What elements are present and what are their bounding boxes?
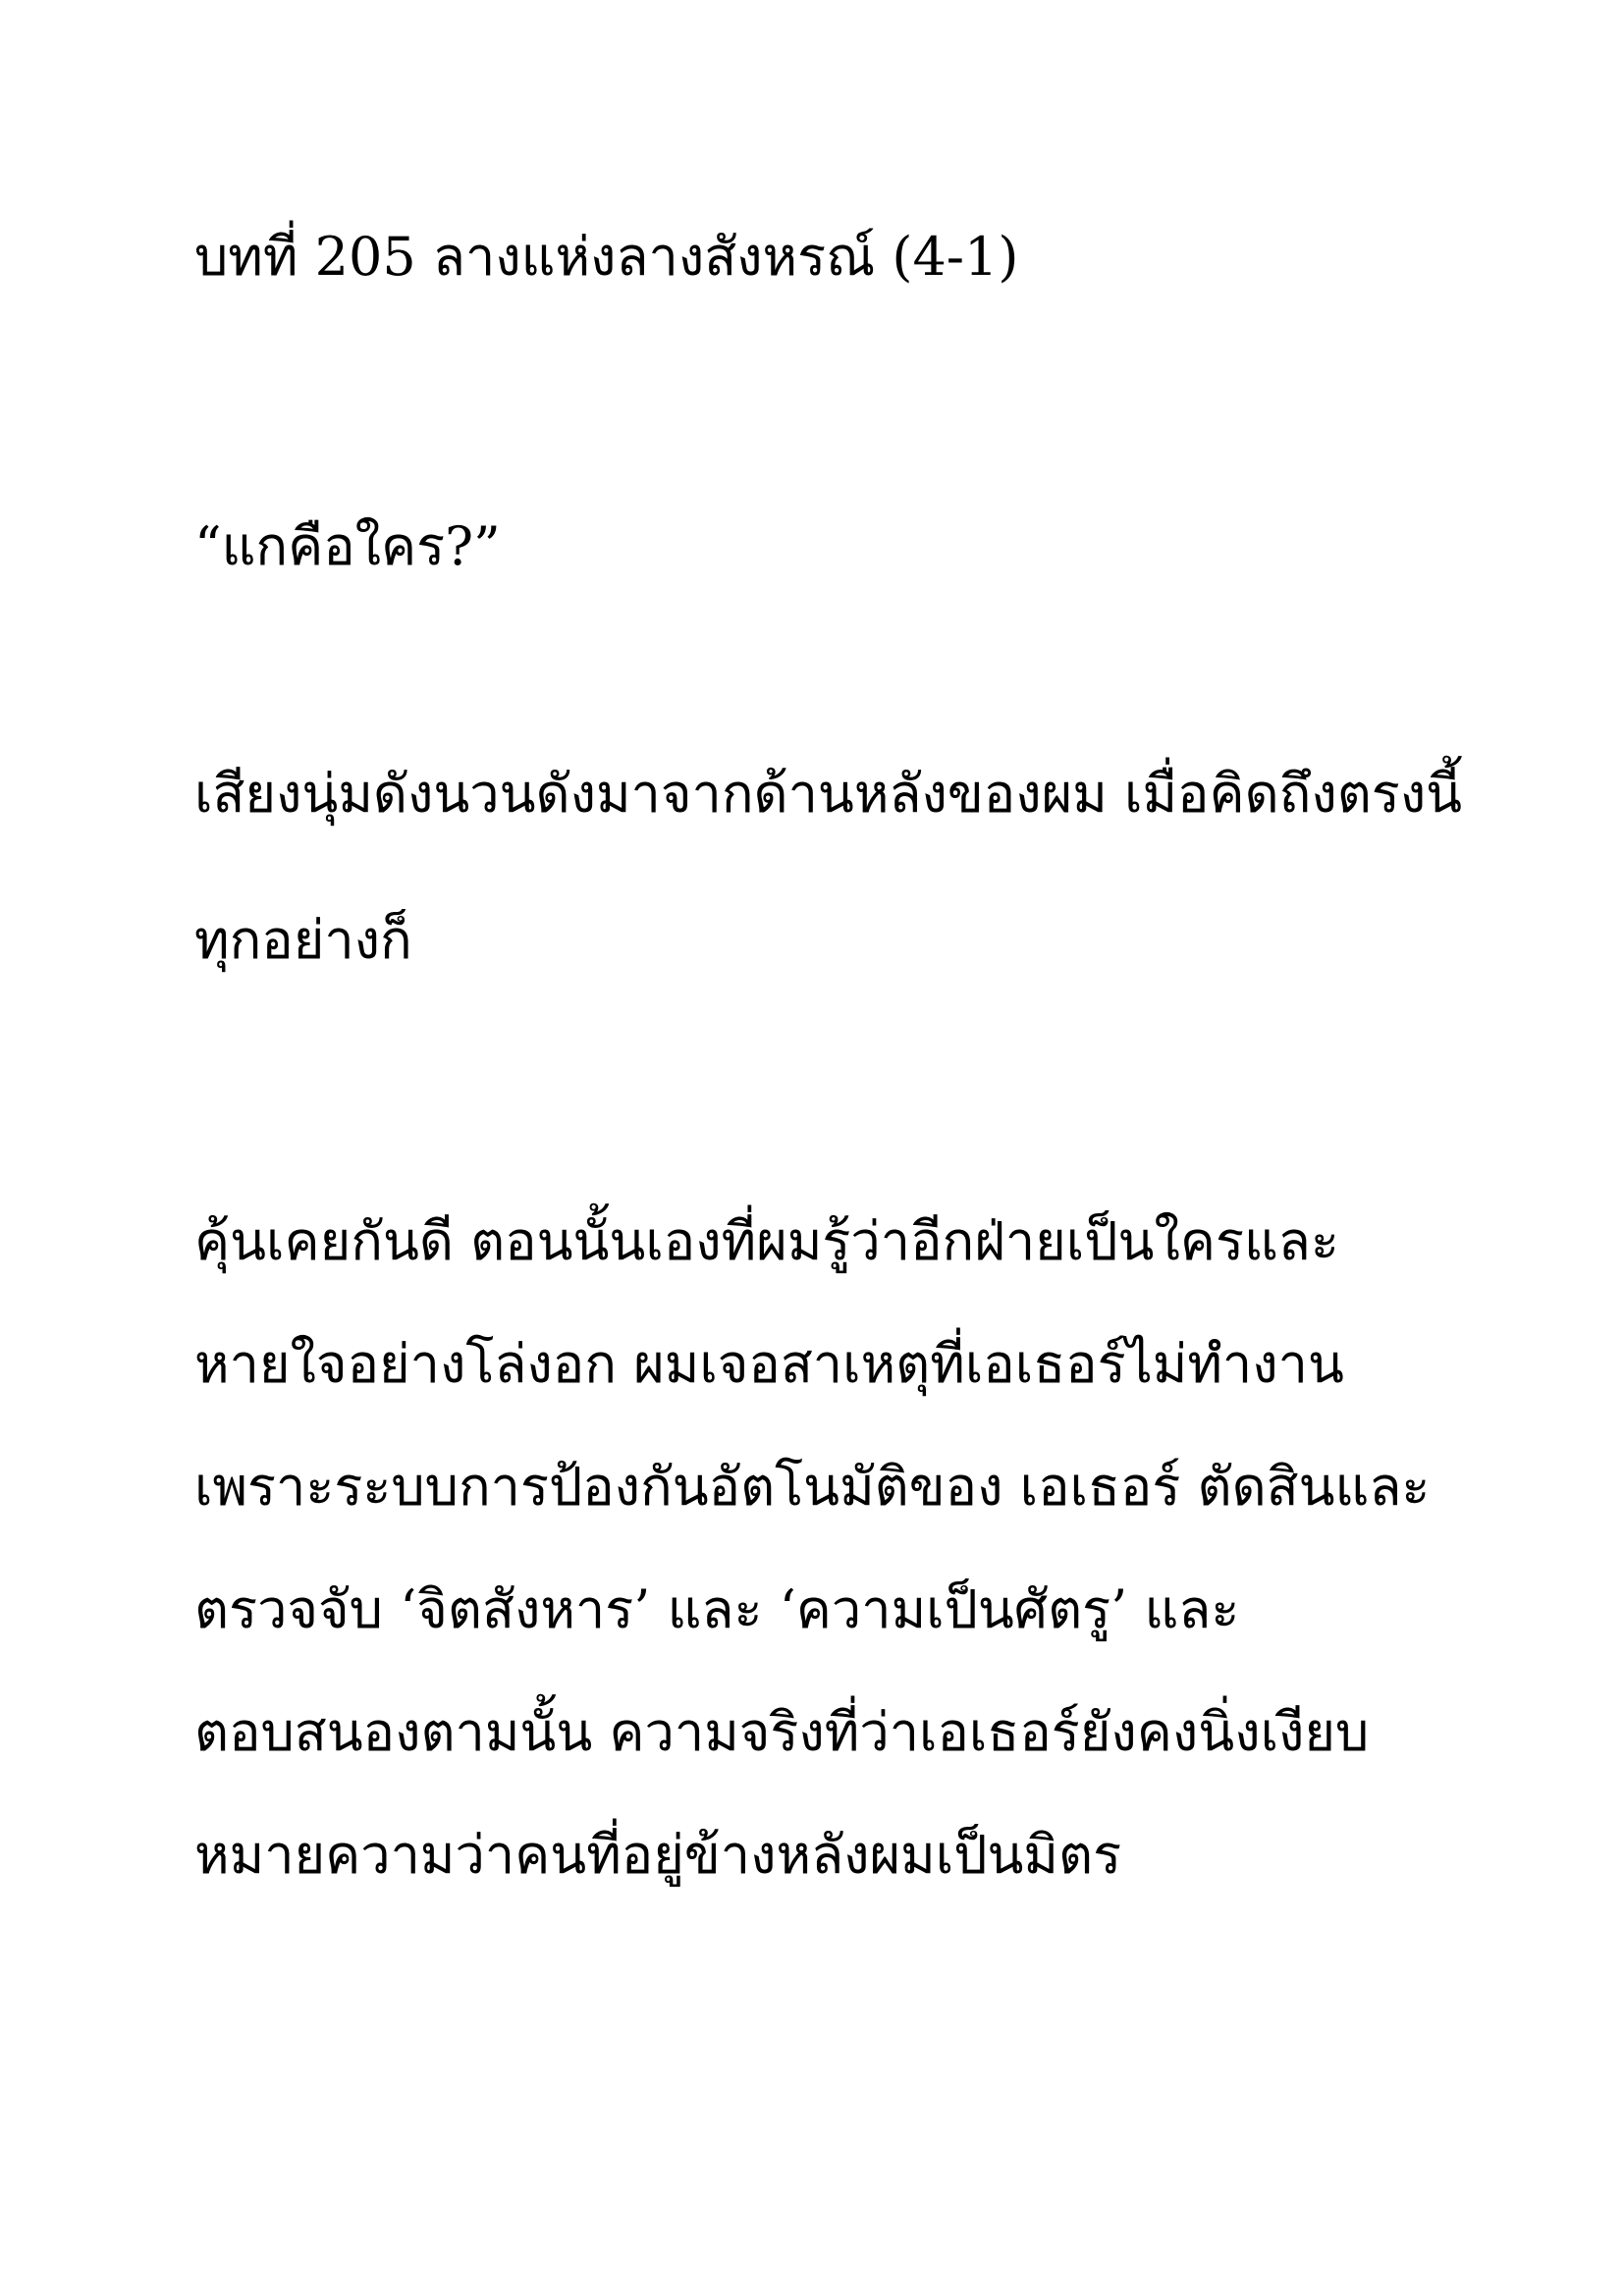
paragraph-line: ตรวจจับ ‘จิตสังหาร’ และ ‘ความเป็นศัตรู’ และ: [194, 1578, 1240, 1640]
paragraph-line: หายใจอย่างโล่งอก ผมเจอสาเหตุที่เอเธอร์ไม่ทำงาน: [194, 1333, 1344, 1395]
paragraph-line: หมายความว่าคนที่อยู่ข้างหลังผมเป็นมิตร: [194, 1824, 1122, 1886]
paragraph-line: ทุกอย่างก็: [194, 909, 412, 971]
dialogue-line: “แกคือใคร?”: [194, 515, 501, 577]
paragraph-line: คุ้นเคยกันดี ตอนนั้นเองที่ผมรู้ว่าอีกฝ่ายเป็นใครและ: [194, 1210, 1339, 1272]
paragraph-line: เสียงนุ่มดังนวนดังมาจากด้านหลังของผม เมื่อคิดถึงตรงนี้: [194, 763, 1463, 825]
chapter-title: บทที่ 205 ลางแห่งลางสังหรณ์ (4-1): [194, 226, 1019, 288]
paragraph-line: เพราะระบบการป้องกันอัตโนมัติของ เอเธอร์ ตัดสินและ: [194, 1456, 1431, 1518]
paragraph-line: ตอบสนองตามนั้น ความจริงที่ว่าเอเธอร์ยังคงนิ่งเงียบ: [194, 1701, 1370, 1763]
